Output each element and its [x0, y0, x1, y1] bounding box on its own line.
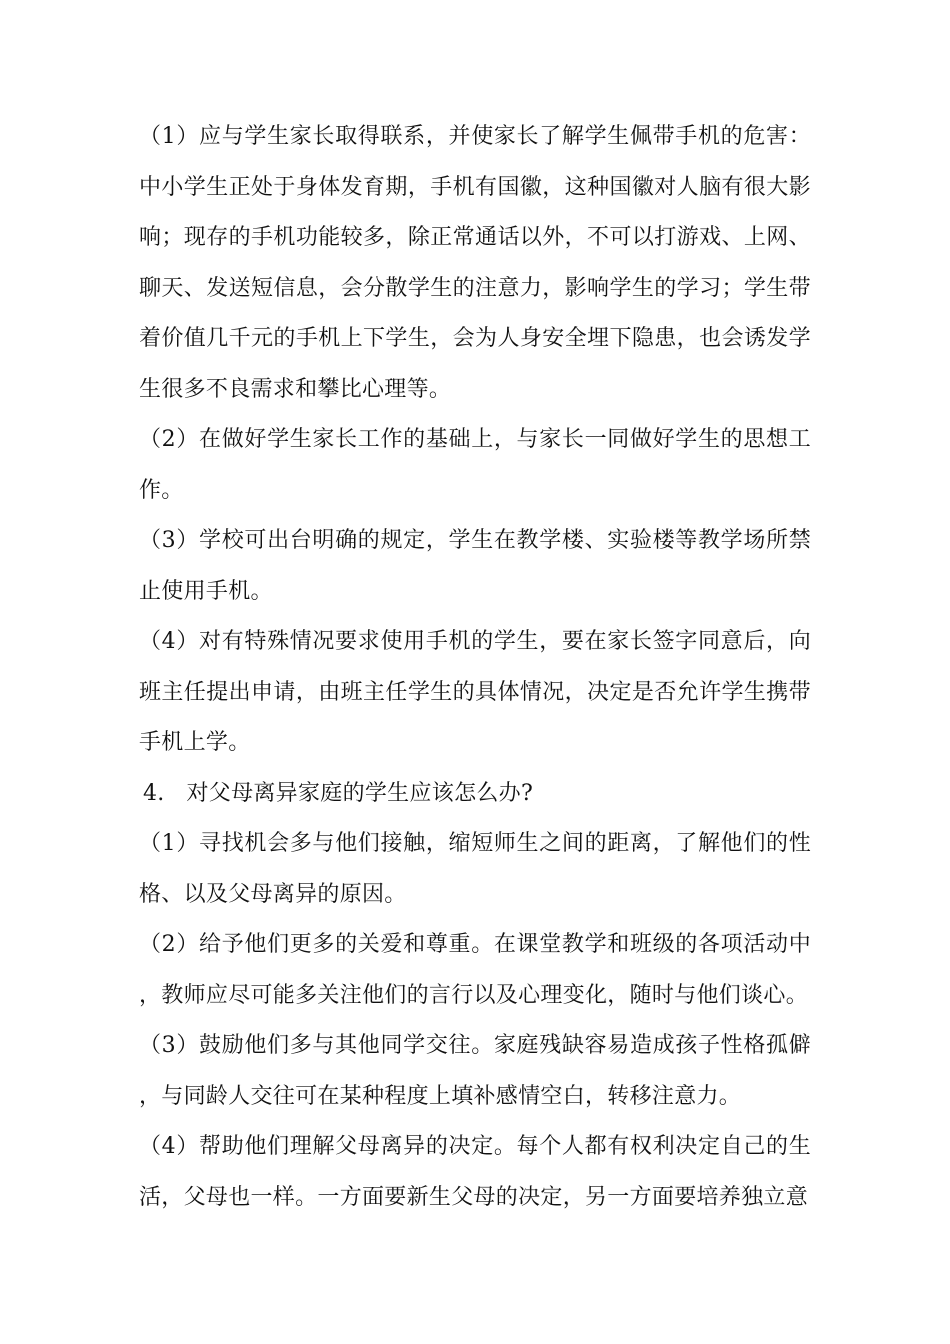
- paragraph-divorce-encourage-friends: （3）鼓励他们多与其他同学交往。家庭残缺容易造成孩子性格孤僻，与同龄人交往可在某种程度上填补感情空白，转移注意力。: [139, 1033, 811, 1109]
- paragraph-divorce-contact: （1）寻找机会多与他们接触，缩短师生之间的距离，了解他们的性格、以及父母离异的原因。: [139, 831, 811, 907]
- paragraph-divorce-understand-decision: （4）帮助他们理解父母离异的决定。每个人都有权利决定自己的生活，父母也一样。一方面要新生父母的决定，另一方面要培养独立意: [139, 1134, 811, 1210]
- paragraph-divorce-care-respect: （2）给予他们更多的关爱和尊重。在课堂教学和班级的各项活动中，教师应尽可能多关注他们的言行以及心理变化，随时与他们谈心。: [139, 932, 811, 1008]
- paragraph-phone-school-rules: （3）学校可出台明确的规定，学生在教学楼、实验楼等教学场所禁止使用手机。: [139, 528, 811, 604]
- paragraph-phone-special-cases: （4）对有特殊情况要求使用手机的学生，要在家长签字同意后，向班主任提出申请，由班主任学生的具体情况，决定是否允许学生携带手机上学。: [139, 629, 811, 755]
- section-heading-divorced-families: 4. 对父母离异家庭的学生应该怎么办?: [143, 780, 534, 806]
- paragraph-phone-contact-parents: （1）应与学生家长取得联系，并使家长了解学生佩带手机的危害：中小学生正处于身体发育期，手机有国徽，这种国徽对人脑有很大影响；现存的手机功能较多，除正常通话以外，不可以打游戏、上网、聊天、发送短信息，会分散学生的注意力，影响学生的学习；学生带着价值几千元的手机上下学生，会为人身安全埋下隐患，也会诱发学生很多不良需求和攀比心理等。: [139, 124, 811, 402]
- document-body: [139, 112, 811, 1223]
- paragraph-phone-ideology-work: （2）在做好学生家长工作的基础上，与家长一同做好学生的思想工作。: [139, 427, 811, 503]
